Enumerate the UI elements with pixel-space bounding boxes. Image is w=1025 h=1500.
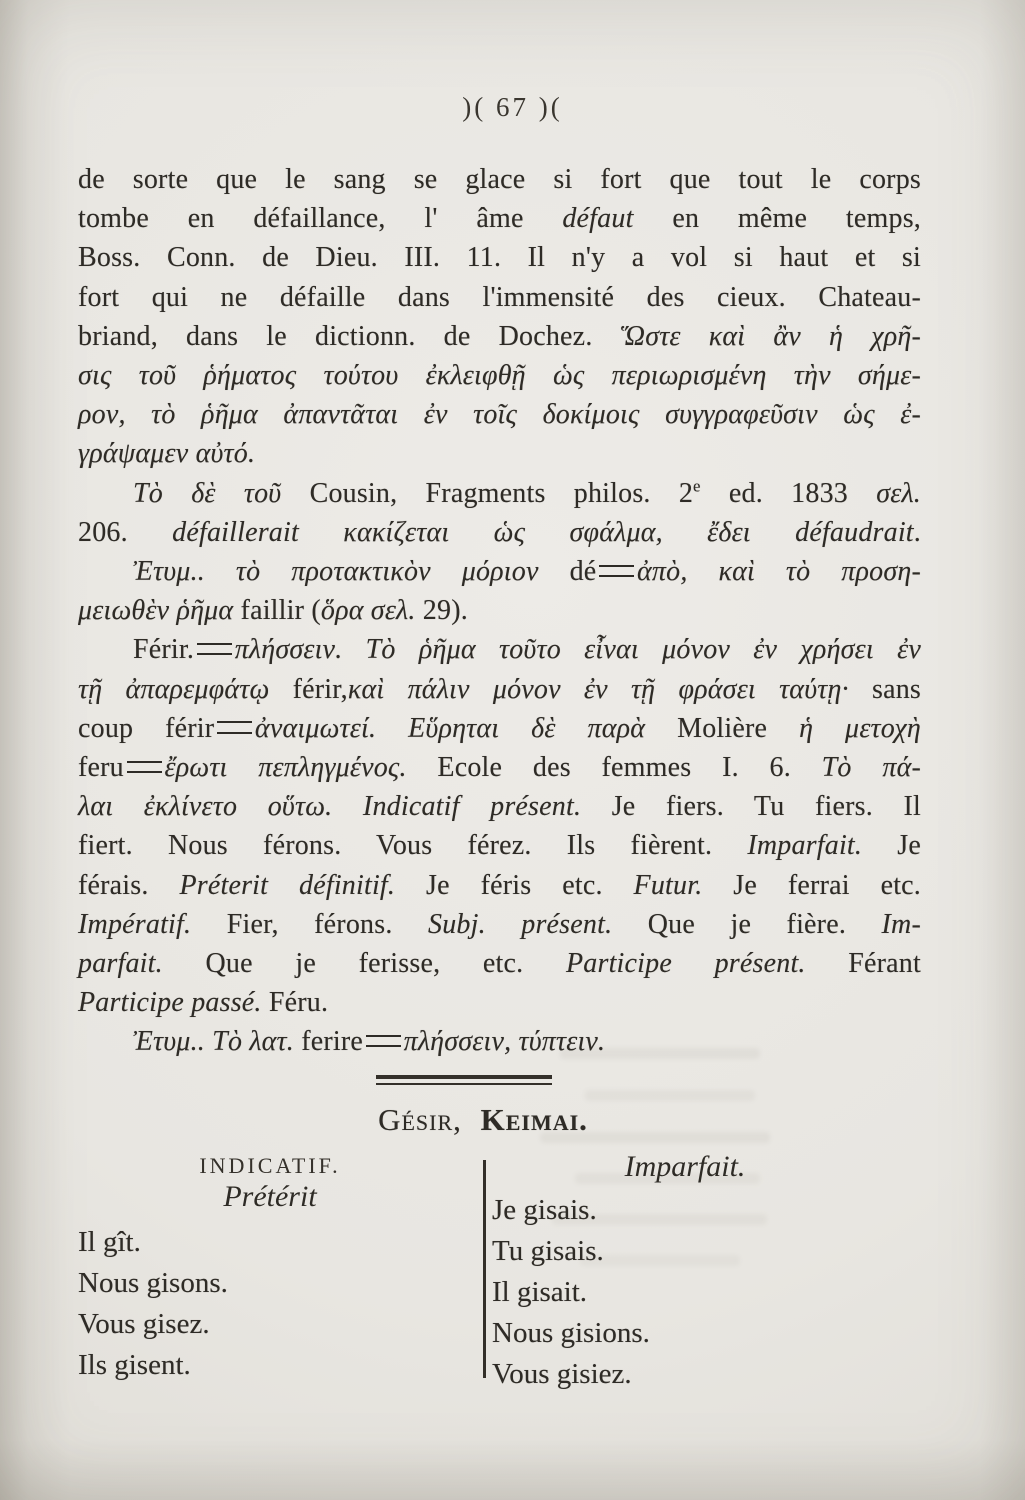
italic-term: parfait. [78,948,163,980]
greek-text: ρον, τὸ ῥῆμα ἀπαντᾶται ἐν τοῖς δοκίμοις συγγραφεῦσιν ὡς ἐ- [78,399,921,431]
latin-text: . [913,516,921,548]
greek-text: μειωθὲν ῥῆμα [78,595,241,627]
equals-sign [599,565,634,577]
latin-text: férir, [292,673,348,705]
italic-term: Imparfait. [747,830,863,862]
latin-text: Je féris etc. [395,869,634,901]
table-row: Nous gisions. [492,1317,650,1349]
text-line [78,944,921,983]
greek-text: Ὥστε καὶ ἂν ἡ χρῆ- [620,320,922,352]
latin-text: Féru. [261,987,329,1019]
table-row: Je gisais. [492,1194,597,1226]
latin-text: Cousin, Fragments philos. 2 [309,477,694,509]
latin-text: Que je ferisse, etc. [162,948,566,980]
equals-sign [366,1035,401,1047]
page-number: )( 67 )( [462,92,563,122]
table-row: Il gît. [78,1226,141,1258]
equals-sign [217,721,252,733]
greek-text: Τὸ δὲ τοῦ [133,477,310,509]
right-column-tense-header: Imparfait. [624,1150,746,1183]
text-line [78,591,921,630]
greek-text: ἔρωτι πεπληγμένος. [164,752,438,784]
latin-text: ferire [301,1026,363,1058]
text-line [78,670,921,709]
text-line [78,826,921,865]
text-line [78,630,921,669]
latin-text: Je [862,830,921,862]
italic-term: Im- [881,908,921,940]
greek-text: καὶ πάλιν μόνον ἐν τῇ φράσει ταύτῃ· [347,673,872,705]
column-divider-line [483,1160,486,1378]
italic-term: Impératif. [78,908,192,940]
latin-text: fiert. Nous férons. Vous férez. Ils fièrent. [78,830,748,862]
latin-text: e [693,476,701,496]
latin-text: Férant [805,948,921,980]
left-column-tense-header: Prétérit [223,1180,317,1213]
italic-term: Futur. [633,869,703,901]
table-row: Nous gisons. [78,1267,228,1299]
italic-term: Participe passé. [78,987,262,1019]
latin-text: dé [569,556,597,588]
headword-french: Gésir, [378,1102,462,1137]
latin-text: de sorte que le sang se glace si fort que tout le corps [78,164,921,195]
latin-text: en même temps, [633,203,921,235]
table-row: Il gisait. [492,1276,588,1308]
italic-term: Participe présent. [565,948,806,980]
section-heading [78,1102,888,1138]
text-line [78,787,921,826]
text-line [78,278,921,317]
italic-term: défaillerait [172,516,299,548]
latin-text: 206. [78,516,173,548]
greek-text: Τὸ πά- [821,752,922,784]
italic-term: Subj. présent. [428,908,613,940]
latin-text: sans [871,673,921,705]
greek-text: σις τοῦ ῥήματος τούτου ἐκλειφθῇ ὡς περιωρισμένη τὴν σήμε- [78,360,921,392]
latin-text: Boss. Conn. de Dieu. III. 11. Il n'y a vol si haut et si [78,242,921,274]
latin-text: Je fiers. Tu fiers. Il [581,791,921,823]
latin-text: ed. 1833 [700,477,877,509]
latin-text: Je ferrai etc. [702,869,921,901]
text-line [78,905,921,944]
greek-text: Ἐτυμ.. τὸ προτακτικὸν μόριον [133,556,570,588]
greek-text: κακίζεται ὡς σφάλμα, ἔδει [298,516,796,548]
latin-text: coup férir [78,712,215,744]
greek-text: ἡ μετοχὴ [799,712,922,744]
italic-term: défaudrait [795,516,914,548]
latin-text: Fier, férons. [191,908,428,940]
italic-term: Indicatif présent. [362,791,582,823]
body-text [78,160,921,1062]
right-column-rows [492,1190,872,1395]
latin-text: faillir ( [240,595,321,627]
latin-text: feru [78,752,124,784]
text-line [78,434,921,473]
equals-sign [197,643,232,655]
table-row: Tu gisais. [492,1235,604,1267]
equals-sign [127,761,162,773]
table-row: Vous gisiez. [492,1358,632,1390]
greek-text: λαι ἐκλίνετο οὕτω. [78,791,363,823]
text-line [78,356,921,395]
latin-text: briand, dans le dictionn. de Dochez. [78,320,621,352]
greek-text: ὅρα σελ. [320,595,416,627]
text-line [78,160,921,199]
greek-text: σελ. [876,477,921,509]
text-line [78,709,921,748]
italic-term: Préterit définitif. [179,869,396,901]
text-line [78,866,921,905]
italic-term: défaut [562,203,634,235]
text-line [78,238,921,277]
text-line [78,317,921,356]
latin-text: Que je fière. [612,908,882,940]
latin-text: férais. [78,869,180,901]
latin-text: fort qui ne défaille dans l'immensité des cieux. Chateau- [78,281,921,313]
greek-text: πλήσσειν. Τὸ ῥῆμα τοῦτο εἶναι μόνον ἐν χρήσει ἐν [234,634,921,666]
table-row: Ils gisent. [78,1349,191,1381]
text-line [78,983,921,1022]
latin-text: tombe en défaillance, l' âme [78,203,563,235]
text-line [78,395,921,434]
left-column-rows [78,1222,458,1386]
text-line [78,513,921,552]
text-line [78,199,921,238]
latin-text: 29). [415,595,468,627]
greek-text: πλήσσειν, τύπτειν. [403,1026,606,1058]
left-column-mood-header: INDICATIF. [199,1153,341,1178]
greek-text: ἀπὸ, καὶ τὸ προση- [637,556,921,588]
greek-text: τῇ ἀπαρεμφάτῳ [78,673,293,705]
text-line [78,552,921,591]
headword-greek: Keimai. [480,1102,588,1137]
latin-text: Férir. [133,634,195,666]
text-line [78,748,921,787]
greek-text: Ἐτυμ.. Τὸ λατ. [133,1026,302,1058]
greek-text: ἀναιμωτεί. Εὕρηται δὲ παρὰ [254,712,678,744]
greek-text: γράψαμεν αὐτό. [78,438,256,470]
text-line [78,1022,921,1061]
section-divider-rule [376,1075,552,1085]
table-row: Vous gisez. [78,1308,210,1340]
latin-text: Ecole des femmes I. 6. [437,752,822,784]
latin-text: Molière [677,712,800,744]
text-line [78,474,921,513]
